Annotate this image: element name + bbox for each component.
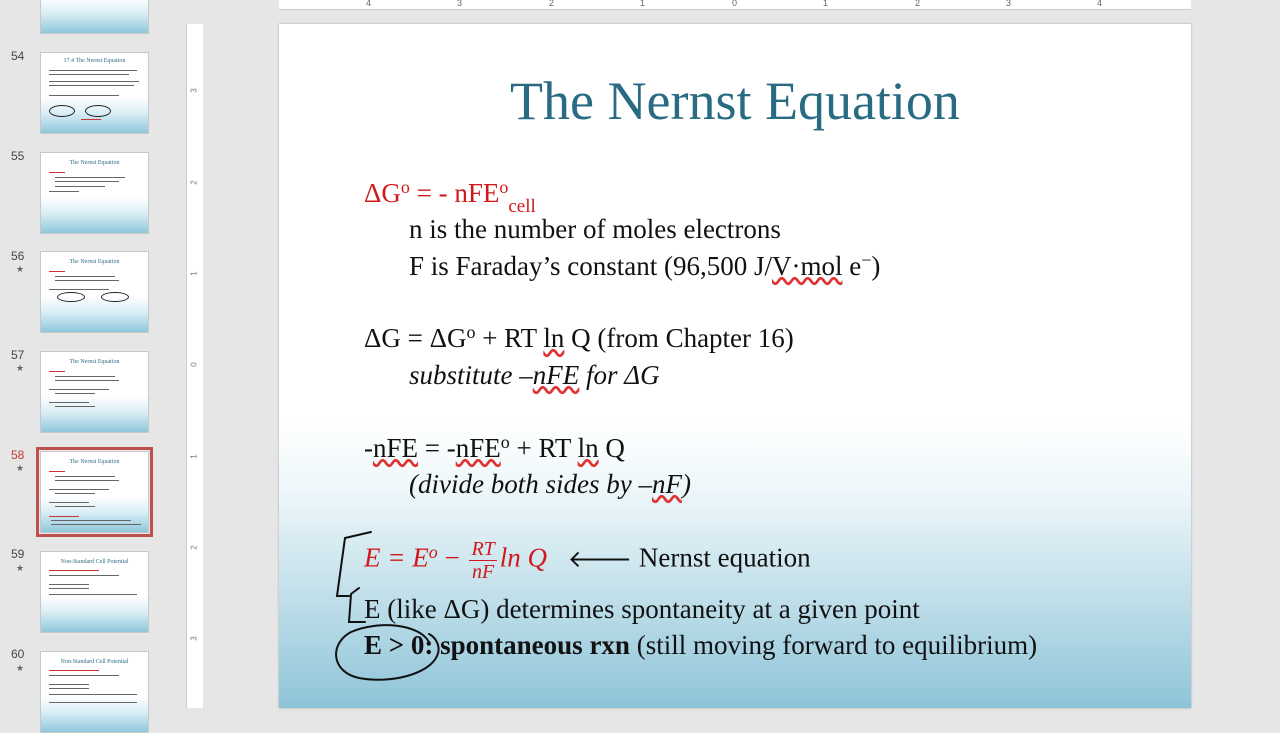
slide-number-59: 59 <box>11 547 25 561</box>
thumbnail-title: The Nernst Equation <box>69 459 120 465</box>
ruler-tick: 3 <box>189 88 199 93</box>
slide-thumbnail-53[interactable] <box>40 0 149 34</box>
thumbnail-title: Non-Standard Cell Potential <box>60 659 129 665</box>
animation-star-icon: ★ <box>16 264 25 274</box>
animation-star-icon: ★ <box>16 363 25 373</box>
gibbs-cell-equation[interactable]: $\Delta G^o$ = - nFE$^o_{cell}$ <box>364 177 536 217</box>
nfe-equation[interactable]: -nFE = -nFE$^o$ + RT ln Q <box>364 432 625 463</box>
ruler-tick: 2 <box>189 545 199 550</box>
ruler-tick: 0 <box>732 0 738 8</box>
ruler-tick: 2 <box>915 0 921 8</box>
text-e-positive[interactable]: E > 0: spontaneous rxn (still moving forward to equilibrium) <box>364 630 1038 660</box>
thumbnail-title: The Nernst Equation <box>69 359 120 365</box>
ruler-tick: 1 <box>189 454 199 459</box>
ruler-tick: 4 <box>366 0 372 8</box>
ruler-tick: 0 <box>189 362 199 367</box>
slide-number-58: 58 <box>11 448 25 462</box>
text-substitute[interactable]: substitute –nFE for ΔG <box>409 360 660 390</box>
thumbnail-title: Non-Standard Cell Potential <box>60 559 129 565</box>
thumbnail-title: 17.4 The Nernst Equation <box>63 58 126 64</box>
slide-number-55: 55 <box>11 149 25 163</box>
ruler-tick: 3 <box>457 0 463 8</box>
ruler-tick: 4 <box>1097 0 1103 8</box>
slide-number-57: 57 <box>11 348 25 362</box>
ruler-tick: 1 <box>189 271 199 276</box>
ruler-tick: 2 <box>549 0 555 8</box>
slide-canvas[interactable] <box>279 24 1191 708</box>
slide-number-60: 60 <box>11 647 25 661</box>
slide-number-54: 54 <box>11 49 25 63</box>
thumbnail-title: The Nernst Equation <box>69 160 120 166</box>
slide-thumbnail-59[interactable] <box>40 551 149 633</box>
gibbs-q-equation[interactable]: $\Delta G = \Delta G^o$ + RT ln Q (from Chapter 16) <box>364 322 794 353</box>
thumbnail-title: The Nernst Equation <box>69 259 120 265</box>
slide-thumbnail-56[interactable] <box>40 251 149 333</box>
text-e-spontaneity[interactable]: E (like ΔG) determines spontaneity at a given point <box>364 594 920 624</box>
text-divide[interactable]: (divide both sides by –nF) <box>409 469 691 499</box>
animation-star-icon: ★ <box>16 663 25 673</box>
ruler-tick: 2 <box>189 180 199 185</box>
slide-thumbnail-58[interactable] <box>40 451 149 533</box>
ruler-tick: 1 <box>640 0 646 8</box>
text-f-definition[interactable]: F is Faraday’s constant (96,500 J/V·mol e−) <box>409 250 881 281</box>
slide-thumbnail-pane <box>0 0 178 720</box>
left-arrow-icon: 🡐 <box>567 544 633 573</box>
slide-number-56: 56 <box>11 249 25 263</box>
horizontal-ruler <box>279 0 1191 10</box>
slide-title[interactable]: The Nernst Equation <box>510 71 960 131</box>
ruler-tick: 3 <box>189 636 199 641</box>
slide-thumbnail-55[interactable] <box>40 152 149 234</box>
slide-thumbnail-57[interactable] <box>40 351 149 433</box>
vertical-ruler <box>186 24 203 708</box>
nernst-equation[interactable]: $E = E^o$ − $\frac{RT}{nF}$ ln Q 🡐 Nernst equation <box>364 538 811 583</box>
ruler-tick: 1 <box>823 0 829 8</box>
ruler-tick: 3 <box>1006 0 1012 8</box>
slide-thumbnail-54[interactable] <box>40 52 149 134</box>
text-n-definition[interactable]: n is the number of moles electrons <box>409 214 781 244</box>
slide-thumbnail-60[interactable] <box>40 651 149 733</box>
animation-star-icon: ★ <box>16 463 25 473</box>
nernst-fraction: $\frac{RT}{nF}$ <box>471 538 495 583</box>
animation-star-icon: ★ <box>16 563 25 573</box>
